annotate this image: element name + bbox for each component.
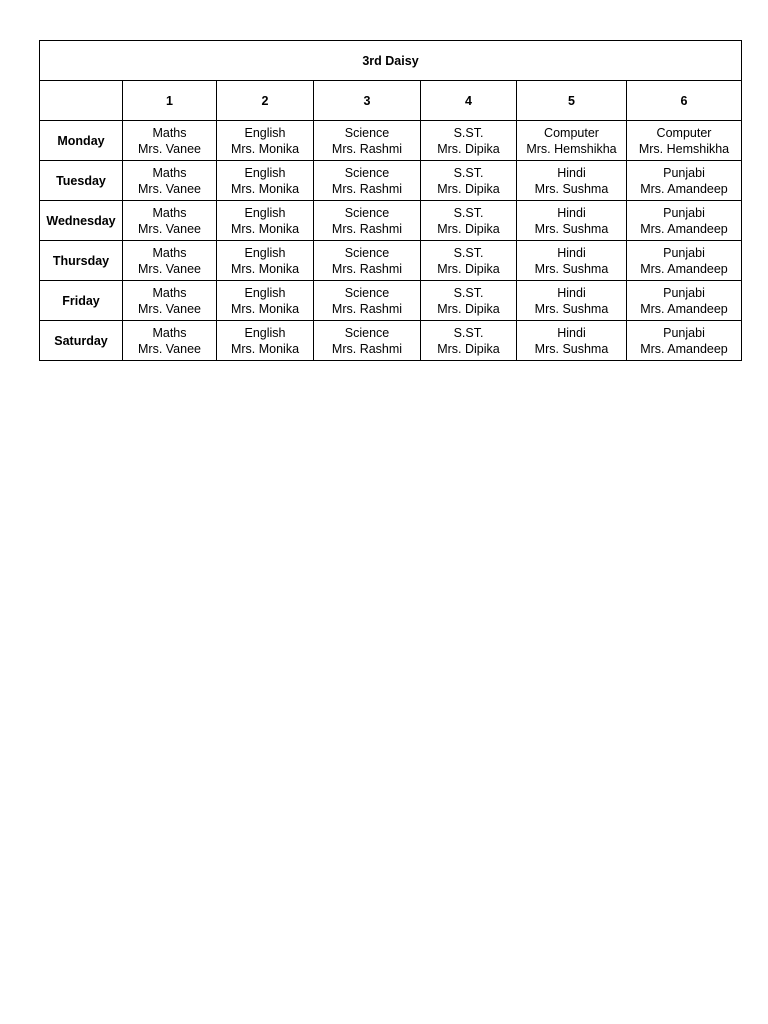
- subject-label: Maths: [152, 325, 187, 340]
- subject-label: English: [244, 205, 286, 220]
- teacher-label: Mrs. Vanee: [138, 181, 201, 196]
- subject-label: Punjabi: [663, 245, 705, 260]
- subject-label: Science: [344, 245, 390, 260]
- period-header: 6: [627, 81, 742, 121]
- teacher-label: Mrs. Rashmi: [331, 341, 403, 356]
- table-row: [40, 121, 742, 161]
- subject-label: English: [244, 165, 286, 180]
- teacher-label: Mrs. Rashmi: [331, 141, 403, 156]
- teacher-label: Mrs. Hemshikha: [638, 141, 730, 156]
- period-cell: [123, 121, 217, 161]
- subject-label: Hindi: [557, 285, 586, 300]
- period-cell: [627, 281, 742, 321]
- period-cell: [517, 241, 627, 281]
- period-cell: [517, 161, 627, 201]
- teacher-label: Mrs. Vanee: [138, 141, 201, 156]
- period-cell: [217, 281, 314, 321]
- table-row: [40, 241, 742, 281]
- period-cell: [421, 321, 517, 361]
- table-row: [40, 201, 742, 241]
- teacher-label: Mrs. Vanee: [138, 341, 201, 356]
- teacher-label: Mrs. Amandeep: [640, 341, 728, 356]
- period-cell: [314, 121, 421, 161]
- period-cell: [314, 241, 421, 281]
- period-cell: [123, 241, 217, 281]
- subject-label: Hindi: [557, 325, 586, 340]
- teacher-label: Mrs. Rashmi: [331, 261, 403, 276]
- period-cell: [627, 121, 742, 161]
- period-header: 3: [314, 81, 421, 121]
- teacher-label: Mrs. Vanee: [138, 221, 201, 236]
- period-cell: [627, 201, 742, 241]
- day-label: Friday: [40, 281, 123, 321]
- teacher-label: Mrs. Hemshikha: [526, 141, 617, 156]
- teacher-label: Mrs. Sushma: [534, 221, 609, 236]
- subject-label: Hindi: [557, 245, 586, 260]
- period-cell: [421, 241, 517, 281]
- period-cell: [627, 321, 742, 361]
- teacher-label: Mrs. Sushma: [534, 181, 609, 196]
- period-cell: [421, 201, 517, 241]
- subject-label: English: [244, 245, 286, 260]
- teacher-label: Mrs. Monika: [230, 181, 300, 196]
- teacher-label: Mrs. Dipika: [437, 181, 500, 196]
- period-cell: [517, 201, 627, 241]
- subject-label: English: [244, 125, 286, 140]
- table-row: [40, 161, 742, 201]
- period-header-row: [40, 81, 742, 121]
- subject-label: Punjabi: [663, 165, 705, 180]
- period-cell: [314, 321, 421, 361]
- period-cell: [627, 161, 742, 201]
- timetable-title: 3rd Daisy: [40, 41, 742, 81]
- teacher-label: Mrs. Dipika: [437, 221, 500, 236]
- period-cell: [517, 121, 627, 161]
- period-cell: [123, 281, 217, 321]
- teacher-label: Mrs. Sushma: [534, 341, 609, 356]
- subject-label: Maths: [152, 125, 187, 140]
- period-cell: [627, 241, 742, 281]
- table-row: [40, 281, 742, 321]
- subject-label: Computer: [544, 125, 599, 140]
- period-cell: [217, 161, 314, 201]
- teacher-label: Mrs. Dipika: [437, 301, 500, 316]
- day-label: Saturday: [40, 321, 123, 361]
- period-cell: [421, 121, 517, 161]
- subject-label: Punjabi: [663, 325, 705, 340]
- subject-label: Maths: [152, 165, 187, 180]
- teacher-label: Mrs. Monika: [230, 301, 300, 316]
- subject-label: S.ST.: [453, 285, 484, 300]
- teacher-label: Mrs. Monika: [230, 221, 300, 236]
- period-cell: [421, 161, 517, 201]
- teacher-label: Mrs. Vanee: [138, 301, 201, 316]
- teacher-label: Mrs. Rashmi: [331, 221, 403, 236]
- period-cell: [517, 321, 627, 361]
- day-label: Thursday: [40, 241, 123, 281]
- title-row: [40, 41, 742, 81]
- subject-label: S.ST.: [453, 205, 484, 220]
- period-cell: [123, 321, 217, 361]
- period-cell: [517, 281, 627, 321]
- subject-label: Computer: [656, 125, 712, 140]
- subject-label: Science: [344, 125, 390, 140]
- subject-label: Punjabi: [663, 205, 705, 220]
- teacher-label: Mrs. Amandeep: [640, 221, 728, 236]
- day-label: Wednesday: [40, 201, 123, 241]
- teacher-label: Mrs. Dipika: [437, 141, 500, 156]
- teacher-label: Mrs. Dipika: [437, 261, 500, 276]
- period-cell: [314, 281, 421, 321]
- day-label: Monday: [40, 121, 123, 161]
- subject-label: Punjabi: [663, 285, 705, 300]
- subject-label: Science: [344, 165, 390, 180]
- subject-label: Science: [344, 205, 390, 220]
- teacher-label: Mrs. Rashmi: [331, 181, 403, 196]
- teacher-label: Mrs. Dipika: [437, 341, 500, 356]
- period-cell: [217, 321, 314, 361]
- subject-label: Maths: [152, 245, 187, 260]
- teacher-label: Mrs. Monika: [230, 141, 300, 156]
- teacher-label: Mrs. Sushma: [534, 301, 609, 316]
- timetable: [39, 40, 742, 361]
- period-cell: [421, 281, 517, 321]
- period-cell: [314, 161, 421, 201]
- subject-label: S.ST.: [453, 125, 484, 140]
- period-cell: [314, 201, 421, 241]
- period-cell: [217, 241, 314, 281]
- period-cell: [217, 201, 314, 241]
- period-cell: [123, 161, 217, 201]
- teacher-label: Mrs. Vanee: [138, 261, 201, 276]
- period-header: 5: [517, 81, 627, 121]
- period-cell: [217, 121, 314, 161]
- period-header: 4: [421, 81, 517, 121]
- subject-label: Science: [344, 325, 390, 340]
- subject-label: English: [244, 285, 286, 300]
- subject-label: Maths: [152, 285, 187, 300]
- teacher-label: Mrs. Rashmi: [331, 301, 403, 316]
- teacher-label: Mrs. Monika: [230, 261, 300, 276]
- period-header: 2: [217, 81, 314, 121]
- teacher-label: Mrs. Monika: [230, 341, 300, 356]
- teacher-label: Mrs. Amandeep: [640, 301, 728, 316]
- teacher-label: Mrs. Sushma: [534, 261, 609, 276]
- teacher-label: Mrs. Amandeep: [640, 181, 728, 196]
- subject-label: Science: [344, 285, 390, 300]
- subject-label: English: [244, 325, 286, 340]
- period-header: 1: [123, 81, 217, 121]
- subject-label: S.ST.: [453, 245, 484, 260]
- teacher-label: Mrs. Amandeep: [640, 261, 728, 276]
- subject-label: S.ST.: [453, 325, 484, 340]
- day-label: Tuesday: [40, 161, 123, 201]
- period-cell: [123, 201, 217, 241]
- corner-cell: [40, 81, 123, 121]
- table-row: [40, 321, 742, 361]
- subject-label: S.ST.: [453, 165, 484, 180]
- subject-label: Hindi: [557, 165, 586, 180]
- subject-label: Maths: [152, 205, 187, 220]
- subject-label: Hindi: [557, 205, 586, 220]
